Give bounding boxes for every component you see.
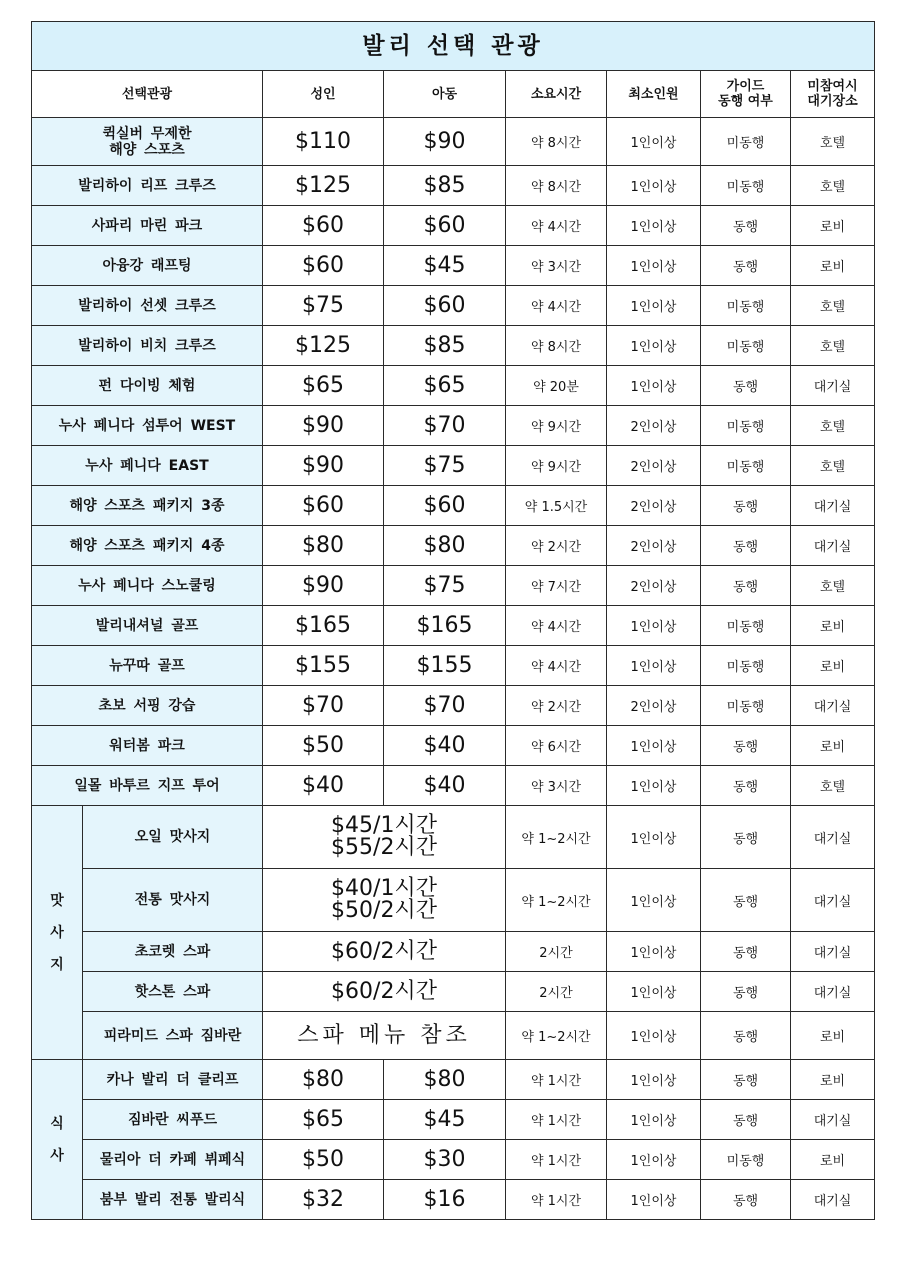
dining-group-char: 사: [50, 1147, 64, 1164]
min-people: 1인이상: [607, 606, 701, 646]
guide-status: 동행: [701, 1012, 791, 1060]
wait-place: 로비: [791, 1060, 875, 1100]
dining-group-label: [32, 1060, 83, 1220]
min-people: 1인이상: [607, 806, 701, 869]
min-people: 1인이상: [607, 869, 701, 932]
adult-price: $125: [263, 166, 384, 206]
optional-tours-table: [31, 21, 875, 1220]
table-row: [32, 1180, 875, 1220]
adult-price: $90: [263, 406, 384, 446]
guide-status: 동행: [701, 806, 791, 869]
duration: 약 1~2시간: [506, 1012, 607, 1060]
duration: 약 1시간: [506, 1180, 607, 1220]
wait-place: 호텔: [791, 406, 875, 446]
min-people: 1인이상: [607, 646, 701, 686]
massage-price-line1: $60/2시간: [331, 938, 437, 964]
min-people: 2인이상: [607, 446, 701, 486]
min-people: 1인이상: [607, 932, 701, 972]
duration: 2시간: [506, 972, 607, 1012]
duration: 약 6시간: [506, 726, 607, 766]
adult-price: $32: [263, 1180, 384, 1220]
min-people: 1인이상: [607, 326, 701, 366]
massage-price: [263, 1012, 506, 1060]
min-people: 1인이상: [607, 972, 701, 1012]
child-price: $85: [384, 166, 506, 206]
guide-status: 동행: [701, 726, 791, 766]
table-row: [32, 206, 875, 246]
min-people: 1인이상: [607, 766, 701, 806]
min-people: 1인이상: [607, 1012, 701, 1060]
tour-name: [32, 286, 263, 326]
min-people: 1인이상: [607, 1100, 701, 1140]
table-row: [32, 1100, 875, 1140]
guide-status: 동행: [701, 366, 791, 406]
tour-name: [32, 446, 263, 486]
adult-price: $75: [263, 286, 384, 326]
guide-status: 미동행: [701, 326, 791, 366]
restaurant-name: 카나 발리 더 클리프: [83, 1060, 263, 1100]
table-row: [32, 766, 875, 806]
adult-price: $110: [263, 118, 384, 166]
duration: 약 4시간: [506, 646, 607, 686]
massage-price: [263, 932, 506, 972]
duration: 약 8시간: [506, 118, 607, 166]
adult-price: $50: [263, 726, 384, 766]
wait-place: 대기실: [791, 806, 875, 869]
tour-name: [32, 606, 263, 646]
wait-place: 대기실: [791, 686, 875, 726]
adult-price: $65: [263, 366, 384, 406]
child-price: $60: [384, 286, 506, 326]
duration: 2시간: [506, 932, 607, 972]
wait-place: 로비: [791, 726, 875, 766]
adult-price: $65: [263, 1100, 384, 1140]
table-row: [32, 1060, 875, 1100]
tour-name: [32, 566, 263, 606]
tour-name-line1: 워터봄 파크: [109, 737, 185, 754]
child-price: $75: [384, 566, 506, 606]
guide-status: 미동행: [701, 286, 791, 326]
child-price: $75: [384, 446, 506, 486]
child-price: $85: [384, 326, 506, 366]
child-price: $40: [384, 726, 506, 766]
tour-name: [32, 486, 263, 526]
duration: 약 20분: [506, 366, 607, 406]
guide-status: 동행: [701, 766, 791, 806]
tour-name: [32, 166, 263, 206]
header-guide-line2: 동행 여부: [718, 94, 773, 109]
duration: 약 2시간: [506, 686, 607, 726]
wait-place: 호텔: [791, 286, 875, 326]
adult-price: $40: [263, 766, 384, 806]
header-wait-line1: 미참여시: [807, 79, 858, 94]
table-row: [32, 806, 875, 869]
duration: 약 8시간: [506, 326, 607, 366]
header-adult: 성인: [263, 71, 384, 118]
child-price: $80: [384, 1060, 506, 1100]
guide-status: 미동행: [701, 166, 791, 206]
massage-name: 전통 맛사지: [83, 869, 263, 932]
header-guide-line1: 가이드: [726, 79, 765, 94]
header-wait-line2: 대기장소: [807, 94, 858, 109]
duration: 약 9시간: [506, 406, 607, 446]
table-row: [32, 932, 875, 972]
tour-name-line1: 해양 스포츠 패키지 4종: [69, 537, 225, 554]
tour-name: [32, 646, 263, 686]
wait-place: 호텔: [791, 326, 875, 366]
massage-group-char: 맛: [50, 892, 64, 909]
min-people: 2인이상: [607, 566, 701, 606]
massage-price-line1: $45/1시간: [331, 813, 437, 838]
tour-name-line1: 누사 페니다 스노쿨링: [78, 577, 216, 594]
header-min-people: 최소인원: [607, 71, 701, 118]
adult-price: $125: [263, 326, 384, 366]
massage-group-char: 지: [50, 956, 64, 973]
guide-status: 미동행: [701, 646, 791, 686]
child-price: $155: [384, 646, 506, 686]
adult-price: $60: [263, 486, 384, 526]
tour-name-line1: 발리내셔널 골프: [95, 617, 199, 634]
adult-price: $80: [263, 1060, 384, 1100]
tour-name-line1: 사파리 마린 파크: [91, 217, 203, 234]
table-row: [32, 118, 875, 166]
header-guide: [701, 71, 791, 118]
table-row: [32, 646, 875, 686]
wait-place: 호텔: [791, 766, 875, 806]
duration: 약 3시간: [506, 246, 607, 286]
guide-status: 동행: [701, 526, 791, 566]
wait-place: 대기실: [791, 1180, 875, 1220]
child-price: $65: [384, 366, 506, 406]
min-people: 1인이상: [607, 246, 701, 286]
child-price: $80: [384, 526, 506, 566]
table-row: [32, 972, 875, 1012]
massage-price-line1: $40/1시간: [331, 876, 437, 901]
adult-price: $60: [263, 246, 384, 286]
child-price: $60: [384, 206, 506, 246]
massage-price-line1: $60/2시간: [331, 978, 437, 1004]
table-row: [32, 406, 875, 446]
tour-name-line1: 일몰 바투르 지프 투어: [74, 777, 220, 794]
wait-place: 로비: [791, 646, 875, 686]
guide-status: 동행: [701, 566, 791, 606]
wait-place: 호텔: [791, 566, 875, 606]
duration: 약 1.5시간: [506, 486, 607, 526]
duration: 약 1~2시간: [506, 806, 607, 869]
massage-group-label: [32, 806, 83, 1060]
tour-name-line1: 펀 다이빙 체험: [98, 377, 196, 394]
guide-status: 미동행: [701, 686, 791, 726]
duration: 약 4시간: [506, 606, 607, 646]
guide-status: 미동행: [701, 446, 791, 486]
tour-name: [32, 366, 263, 406]
tour-name-line1: 아융강 래프팅: [102, 257, 192, 274]
wait-place: 호텔: [791, 446, 875, 486]
child-price: $45: [384, 246, 506, 286]
tour-name-line1: 해양 스포츠 패키지 3종: [69, 497, 225, 514]
adult-price: $165: [263, 606, 384, 646]
massage-name: 초코렛 스파: [83, 932, 263, 972]
child-price: $60: [384, 486, 506, 526]
wait-place: 로비: [791, 1140, 875, 1180]
table-row: [32, 606, 875, 646]
duration: 약 4시간: [506, 206, 607, 246]
tour-name-line1: 초보 서핑 강습: [98, 697, 196, 714]
tour-name: [32, 526, 263, 566]
child-price: $40: [384, 766, 506, 806]
restaurant-name: 물리아 더 카페 뷔페식: [83, 1140, 263, 1180]
tour-name: [32, 326, 263, 366]
adult-price: $155: [263, 646, 384, 686]
guide-status: 동행: [701, 246, 791, 286]
tour-name-line1: 퀵실버 무제한: [102, 125, 192, 142]
child-price: $70: [384, 686, 506, 726]
dining-group-char: 식: [50, 1115, 64, 1132]
child-price: $165: [384, 606, 506, 646]
min-people: 2인이상: [607, 406, 701, 446]
min-people: 1인이상: [607, 726, 701, 766]
wait-place: 대기실: [791, 486, 875, 526]
tour-name: [32, 726, 263, 766]
massage-price-line2: $55/2시간: [331, 835, 437, 860]
duration: 약 4시간: [506, 286, 607, 326]
massage-price: [263, 806, 506, 869]
table-row: [32, 326, 875, 366]
adult-price: $50: [263, 1140, 384, 1180]
adult-price: $80: [263, 526, 384, 566]
wait-place: 로비: [791, 606, 875, 646]
min-people: 1인이상: [607, 1140, 701, 1180]
tour-name-line2: 해양 스포츠: [109, 141, 185, 158]
table-row: [32, 366, 875, 406]
wait-place: 대기실: [791, 932, 875, 972]
table-row: [32, 446, 875, 486]
massage-price: [263, 869, 506, 932]
guide-status: 동행: [701, 1100, 791, 1140]
child-price: $90: [384, 118, 506, 166]
adult-price: $70: [263, 686, 384, 726]
tour-name-line1: 누사 페니다 섬투어 WEST: [58, 417, 236, 434]
wait-place: 대기실: [791, 869, 875, 932]
tour-name-line1: 발리하이 리프 크루즈: [78, 177, 216, 194]
guide-status: 미동행: [701, 1140, 791, 1180]
tour-name-line1: 발리하이 비치 크루즈: [78, 337, 216, 354]
header-wait-place: [791, 71, 875, 118]
tour-name: [32, 686, 263, 726]
massage-name: 오일 맛사지: [83, 806, 263, 869]
massage-name: 피라미드 스파 짐바란: [83, 1012, 263, 1060]
guide-status: 동행: [701, 1060, 791, 1100]
duration: 약 2시간: [506, 526, 607, 566]
duration: 약 1~2시간: [506, 869, 607, 932]
table-row: [32, 1140, 875, 1180]
wait-place: 로비: [791, 1012, 875, 1060]
min-people: 2인이상: [607, 686, 701, 726]
child-price: $70: [384, 406, 506, 446]
duration: 약 1시간: [506, 1100, 607, 1140]
adult-price: $90: [263, 446, 384, 486]
min-people: 1인이상: [607, 206, 701, 246]
guide-status: 동행: [701, 972, 791, 1012]
header-tour: 선택관광: [32, 71, 263, 118]
adult-price: $60: [263, 206, 384, 246]
guide-status: 동행: [701, 486, 791, 526]
table-row: [32, 726, 875, 766]
massage-name: 핫스톤 스파: [83, 972, 263, 1012]
duration: 약 8시간: [506, 166, 607, 206]
wait-place: 호텔: [791, 118, 875, 166]
table-row: [32, 166, 875, 206]
header-duration: 소요시간: [506, 71, 607, 118]
wait-place: 대기실: [791, 972, 875, 1012]
duration: 약 1시간: [506, 1140, 607, 1180]
page-title: 발리 선택 관광: [32, 22, 875, 71]
min-people: 1인이상: [607, 366, 701, 406]
restaurant-name: 짐바란 씨푸드: [83, 1100, 263, 1140]
child-price: $16: [384, 1180, 506, 1220]
duration: 약 1시간: [506, 1060, 607, 1100]
guide-status: 미동행: [701, 606, 791, 646]
min-people: 1인이상: [607, 166, 701, 206]
massage-price-line1: 스파 메뉴 참조: [297, 1022, 471, 1048]
tour-name: [32, 766, 263, 806]
table-row: [32, 486, 875, 526]
table-row: [32, 869, 875, 932]
wait-place: 호텔: [791, 166, 875, 206]
guide-status: 동행: [701, 932, 791, 972]
guide-status: 동행: [701, 206, 791, 246]
tour-name: [32, 406, 263, 446]
table-row: [32, 1012, 875, 1060]
child-price: $45: [384, 1100, 506, 1140]
tour-name: [32, 206, 263, 246]
wait-place: 대기실: [791, 366, 875, 406]
wait-place: 로비: [791, 206, 875, 246]
child-price: $30: [384, 1140, 506, 1180]
duration: 약 3시간: [506, 766, 607, 806]
guide-status: 미동행: [701, 118, 791, 166]
tour-name: [32, 118, 263, 166]
tour-name-line1: 누사 페니다 EAST: [85, 457, 209, 474]
duration: 약 7시간: [506, 566, 607, 606]
table-row: [32, 566, 875, 606]
massage-price-line2: $50/2시간: [331, 898, 437, 923]
table-row: [32, 526, 875, 566]
guide-status: 미동행: [701, 406, 791, 446]
guide-status: 동행: [701, 869, 791, 932]
massage-price: [263, 972, 506, 1012]
header-child: 아동: [384, 71, 506, 118]
table-row: [32, 286, 875, 326]
wait-place: 로비: [791, 246, 875, 286]
table-row: [32, 686, 875, 726]
min-people: 1인이상: [607, 1180, 701, 1220]
tour-name-line1: 뉴꾸따 골프: [109, 657, 185, 674]
restaurant-name: 붐부 발리 전통 발리식: [83, 1180, 263, 1220]
adult-price: $90: [263, 566, 384, 606]
guide-status: 동행: [701, 1180, 791, 1220]
min-people: 1인이상: [607, 1060, 701, 1100]
massage-group-char: 사: [50, 924, 64, 941]
wait-place: 대기실: [791, 526, 875, 566]
min-people: 2인이상: [607, 526, 701, 566]
min-people: 1인이상: [607, 286, 701, 326]
table-row: [32, 246, 875, 286]
tour-name-line1: 발리하이 선셋 크루즈: [78, 297, 216, 314]
min-people: 1인이상: [607, 118, 701, 166]
tour-name: [32, 246, 263, 286]
wait-place: 대기실: [791, 1100, 875, 1140]
min-people: 2인이상: [607, 486, 701, 526]
duration: 약 9시간: [506, 446, 607, 486]
